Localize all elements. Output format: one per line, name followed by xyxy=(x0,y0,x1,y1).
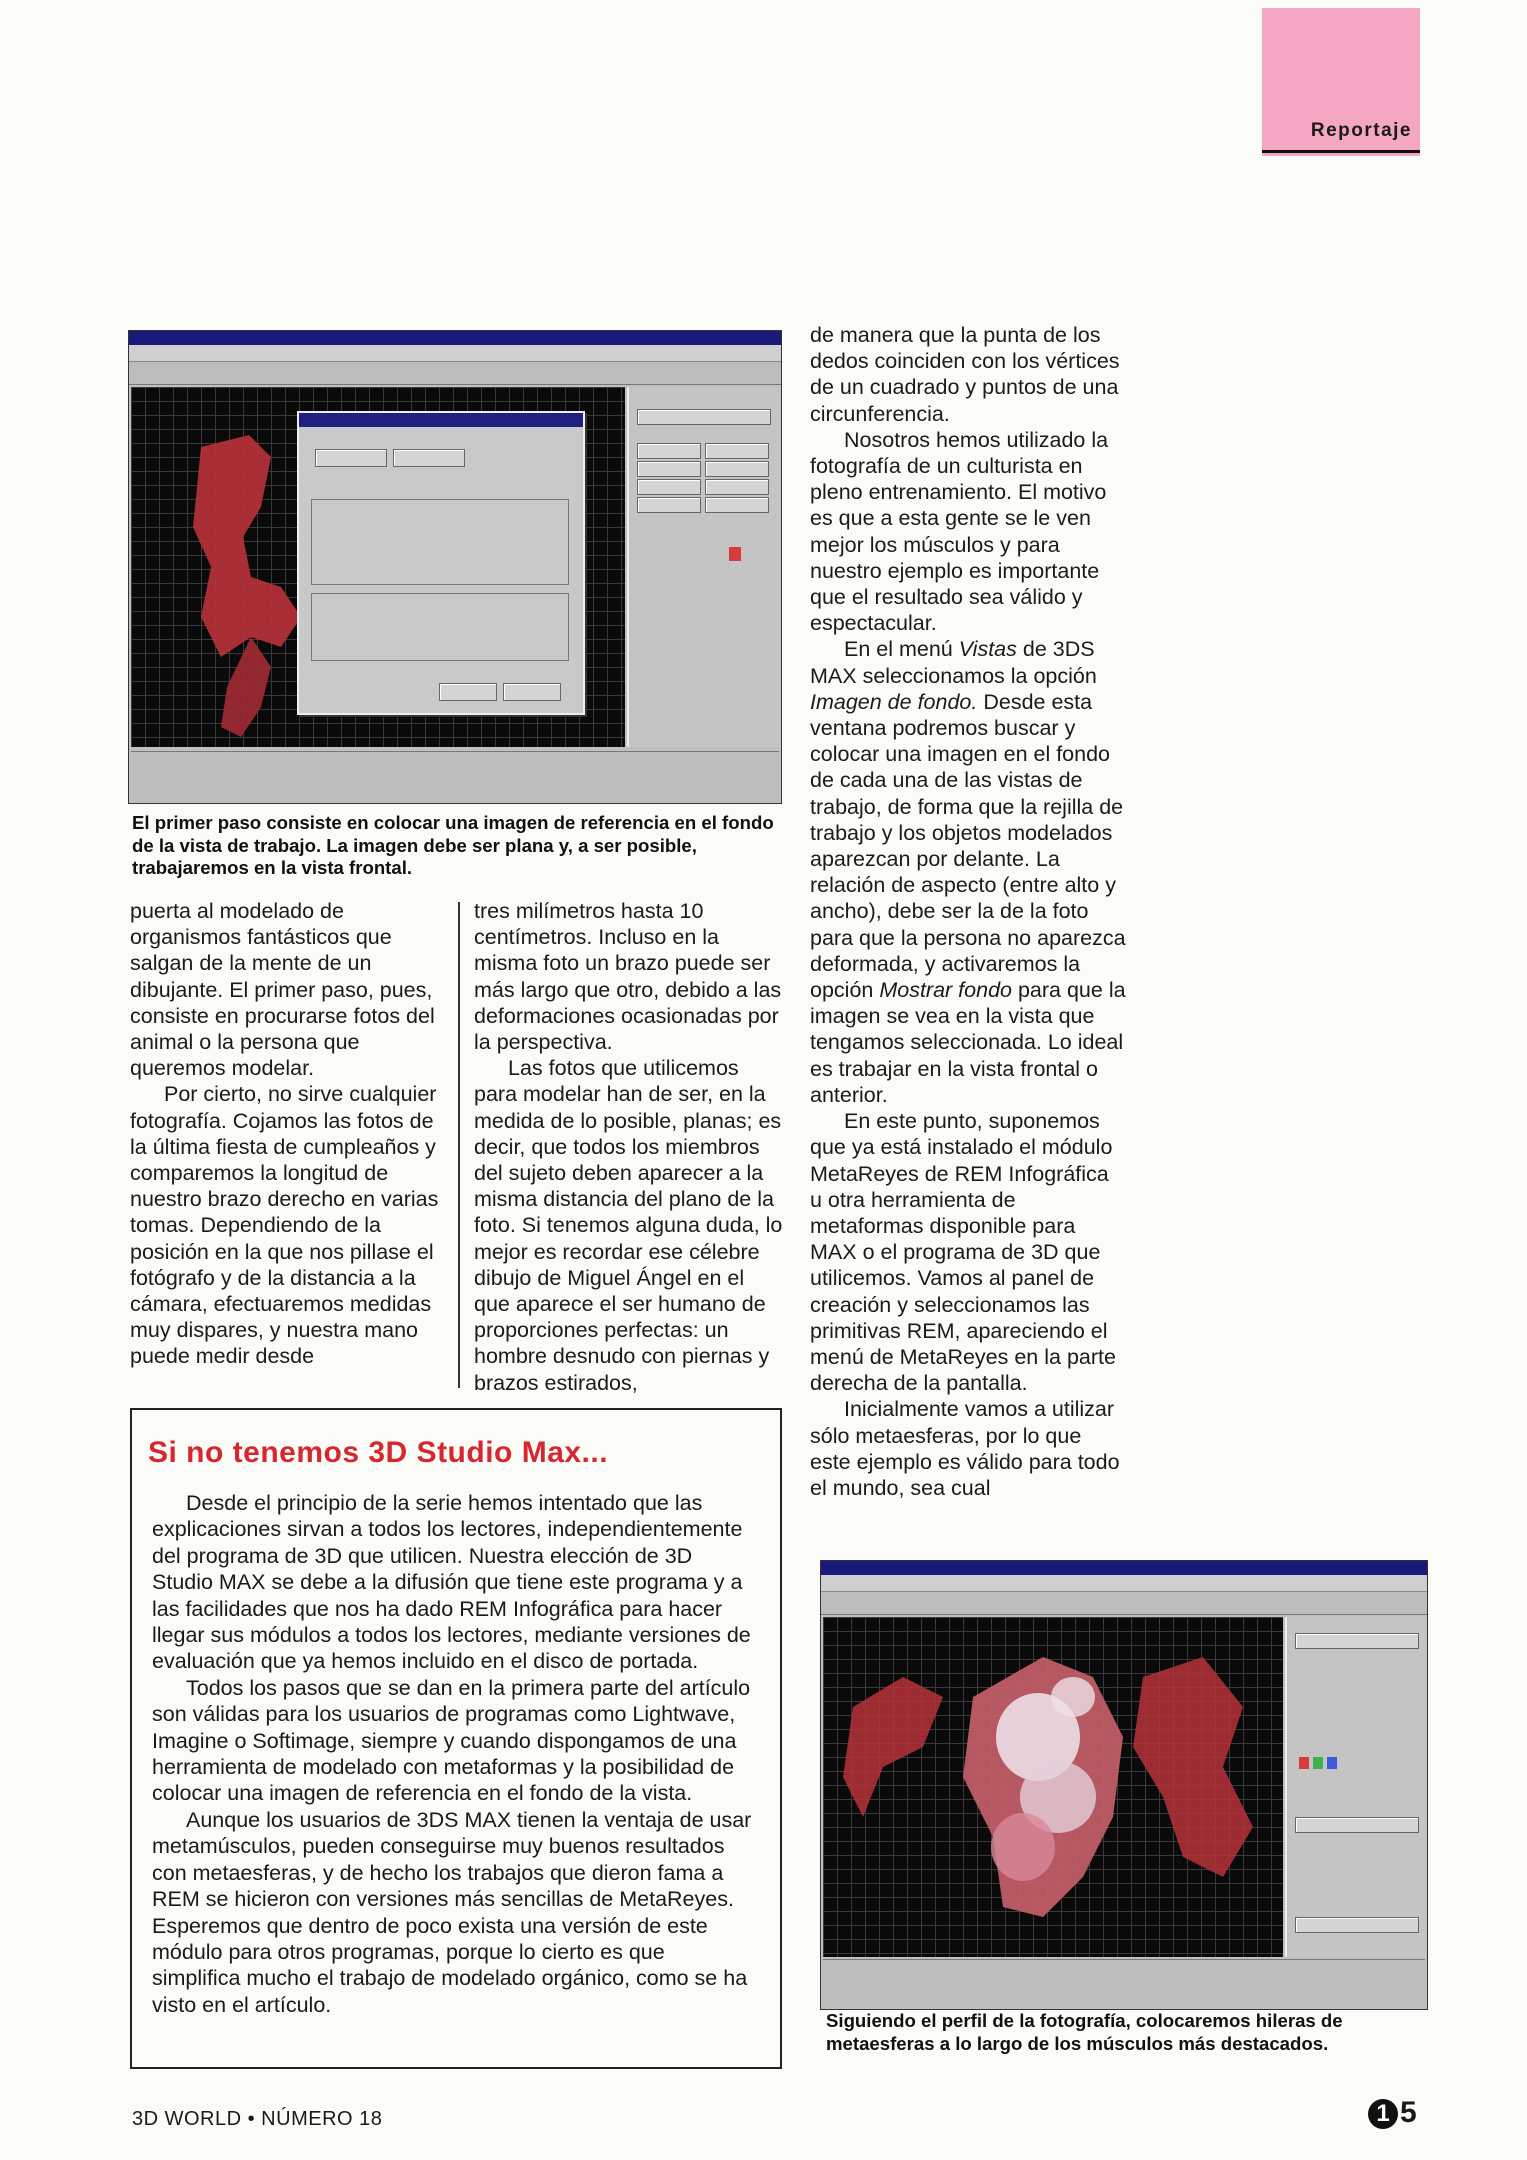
article-paragraph: Las fotos que utilicemos para modelar han de ser, en la medida de lo posible, planas; es decir, que todos los miembros del sujeto deben aparecer a la misma distancia del plano de la foto. Si tenemos alguna duda, lo mejor es recordar ese célebre dibujo de Miguel Ángel en el que aparece el ser humano de proporciones perfectas: un hombre desnudo con piernas y brazos estirados, xyxy=(474,1056,783,1395)
status-bar xyxy=(131,751,779,802)
article-column-right xyxy=(810,322,1126,1501)
front-viewport xyxy=(823,1617,1283,1957)
article-paragraph: Inicialmente vamos a utilizar sólo metaesferas, por lo que este ejemplo es válido para todo el mundo, sea cual xyxy=(810,1397,1120,1500)
figure-2-caption: Siguiendo el perfil de la fotografía, colocaremos hileras de metaesferas a lo largo de los músculos más destacados. xyxy=(826,2010,1343,2054)
app-menubar xyxy=(821,1575,1427,1592)
section-rule xyxy=(1262,150,1420,153)
metareyes-panel xyxy=(1285,1617,1427,1957)
article-paragraph: Por cierto, no sirve cualquier fotografía. Cojamos las fotos de la última fiesta de cumpleaños y comparemos la longitud de nuestro brazo derecho en varias tomas. Dependiendo de la posición en la que nos pillase el fotógrafo y de la distancia a la cámara, efectuaremos medidas muy dispares, y nuestra mano puede medir desde xyxy=(130,1082,439,1369)
sidebar-paragraph: Aunque los usuarios de 3DS MAX tienen la ventaja de usar metamúsculos, pueden conseguirse muy buenos resultados con metaesferas, y de hecho los trabajos que dieron fama a REM se hicieron con versiones más sencillas de MetaReyes. Esperemos que dentro de poco exista una versión de este módulo para otros programas, porque lo cierto es que simplifica mucho el trabajo de modelado orgánico, como se ha visto en el artículo. xyxy=(152,1807,752,2017)
page-number-circle: 1 xyxy=(1368,2099,1398,2129)
app-titlebar xyxy=(129,331,781,345)
article-paragraph: de manera que la punta de los dedos coinciden con los vértices de un cuadrado y puntos de una circunferencia. xyxy=(810,323,1120,426)
figure-1-caption: El primer paso consiste en colocar una imagen de referencia en el fondo de la vista de trabajo. La imagen debe ser plana y, a ser posible, trabajaremos en la vista frontal. xyxy=(132,812,774,878)
section-label: Reportaje xyxy=(1310,120,1412,141)
figure-2-screenshot xyxy=(820,1560,1428,2010)
article-column-b xyxy=(474,898,784,1396)
article-paragraph: tres milímetros hasta 10 centímetros. Incluso en la misma foto un brazo puede ser más largo que otro, debido a las deformaciones ocasionadas por la perspectiva. xyxy=(474,899,782,1055)
sidebar-title: Si no tenemos 3D Studio Max... xyxy=(148,1436,609,1469)
article-paragraph: En este punto, suponemos que ya está instalado el módulo MetaReyes de REM Infográfica u otra herramienta de metaformas disponible para MAX o el programa de 3D que utilicemos. Vamos al panel de creación y seleccionamos las primitivas REM, apareciendo el menú de MetaReyes en la parte derecha de la pantalla. xyxy=(810,1109,1116,1396)
column-divider xyxy=(458,902,460,1388)
page-number-digit: 5 xyxy=(1400,2096,1417,2129)
status-bar xyxy=(823,1959,1425,2008)
sidebar-paragraph: Todos los pasos que se dan en la primera parte del artículo son válidas para los usuarios de programas como Lightwave, Imagine o Softimage, siempre y cuando dispongamos de una herramienta de modelado con metaformas y la posibilidad de colocar una imagen de referencia en el fondo de la vista. xyxy=(152,1675,751,1806)
figure-1-screenshot xyxy=(128,330,782,804)
sidebar-paragraph: Desde el principio de la serie hemos intentado que las explicaciones sirvan a todos los lectores, independientemente del programa de 3D que utilicen. Nuestra elección de 3D Studio MAX se debe a la difusión que tiene este programa y a las facilidades que nos ha dado REM Infográfica para hacer llegar sus módulos a todos los lectores, mediante versiones de evaluación que ya hemos incluido en el disco de portada. xyxy=(152,1491,751,1674)
reference-photo-with-metaballs xyxy=(823,1617,1283,1957)
background-dialog xyxy=(297,411,585,715)
command-panel xyxy=(627,387,781,747)
page-number xyxy=(1368,2096,1417,2130)
article-paragraph: Nosotros hemos utilizado la fotografía de un culturista en pleno entrenamiento. El motivo es que a esta gente se le ven mejor los músculos y para nuestro ejemplo es importante que el resultado sea válido y espectacular. xyxy=(810,427,1109,636)
article-paragraph: puerta al modelado de organismos fantásticos que salgan de la mente de un dibujante. El primer paso, pues, consiste en procurarse fotos del animal o la persona que queremos modelar. xyxy=(130,899,435,1081)
app-toolbar xyxy=(129,362,781,385)
article-paragraph: En el menú Vistas de 3DS MAX seleccionamos la opción Imagen de fondo. Desde esta ventana podremos buscar y colocar una imagen en el fondo de cada una de las vistas de trabajo, de forma que la rejilla de trabajo y los objetos modelados aparezcan por delante. La relación de aspecto (entre alto y ancho), debe ser la de la foto para que la persona no aparezca deformada, y activaremos la opción Mostrar fondo para que la imagen se vea en la vista que tengamos seleccionada. Lo ideal es trabajar en la vista frontal o anterior. xyxy=(810,637,1126,1107)
app-menubar xyxy=(129,345,781,362)
article-column-a xyxy=(130,898,448,1370)
sidebar-body xyxy=(152,1490,752,2018)
app-titlebar xyxy=(821,1561,1427,1575)
magazine-footer: 3D WORLD • NÚMERO 18 xyxy=(132,2108,383,2130)
app-toolbar xyxy=(821,1592,1427,1615)
